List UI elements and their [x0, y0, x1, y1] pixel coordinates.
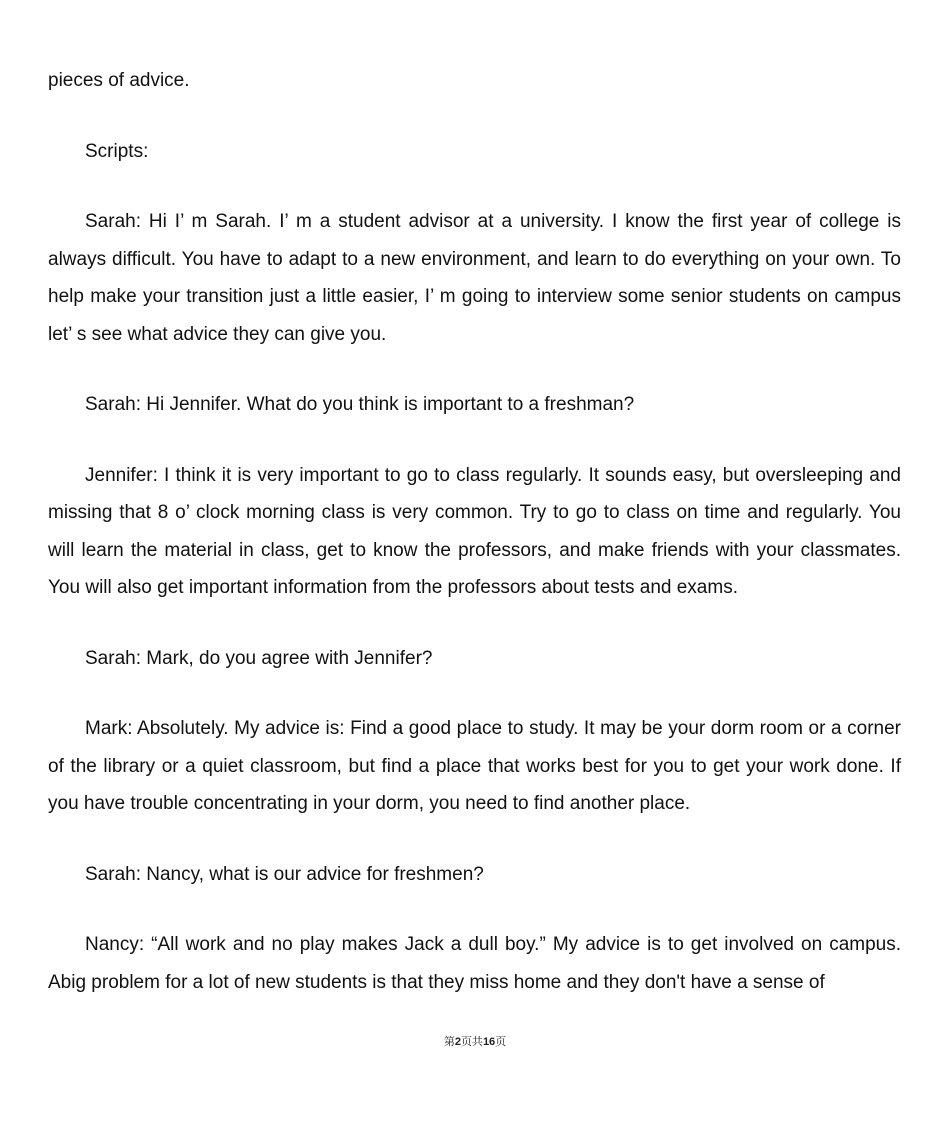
paragraph-nancy-answer: Nancy: “All work and no play makes Jack a dull boy.” My advice is to get involved on campus. Abig problem for a lot of new students is that they miss home and they don't have a sense of	[48, 934, 901, 993]
paragraph-scripts-heading: Scripts:	[85, 140, 149, 162]
paragraph-mark-answer: Mark: Absolutely. My advice is: Find a good place to study. It may be your dorm room or a corner of the library or a quiet classroom, but find a place that works best for you to get your work done. If you have trouble concentrating in your dorm, you need to find another place.	[48, 718, 901, 814]
document-page	[48, 62, 901, 1034]
paragraph-jennifer-answer: Jennifer: I think it is very important to go to class regularly. It sounds easy, but oversleeping and missing that 8 o’ clock morning class is very common. Try to go to class on time and regularly. You will learn the material in class, get to know the professors, and make friends with your classmates. You will also get important information from the professors about tests and exams.	[48, 464, 901, 598]
paragraph-sarah-jennifer-question: Sarah: Hi Jennifer. What do you think is important to a freshman?	[85, 394, 635, 415]
footer-suffix: 页	[495, 1036, 507, 1048]
footer-prefix: 第	[443, 1036, 455, 1048]
footer-middle: 页共	[460, 1036, 483, 1048]
paragraph-sarah-mark-question: Sarah: Mark, do you agree with Jennifer?	[85, 647, 433, 669]
page-footer	[0, 1033, 950, 1049]
footer-total-pages: 16	[482, 1036, 496, 1048]
paragraph-sarah-nancy-question: Sarah: Nancy, what is our advice for freshmen?	[85, 863, 484, 885]
paragraph-sarah-intro: Sarah: Hi I’ m Sarah. I’ m a student advisor at a university. I know the first year of college is always difficult. You have to adapt to a new environment, and learn to do everything on your own. To help make your transition just a little easier, I’ m going to interview some senior students on campus let’ s see what advice they can give you.	[48, 211, 901, 345]
paragraph-continuation: pieces of advice.	[48, 70, 190, 91]
footer-current-page: 2	[454, 1036, 461, 1048]
